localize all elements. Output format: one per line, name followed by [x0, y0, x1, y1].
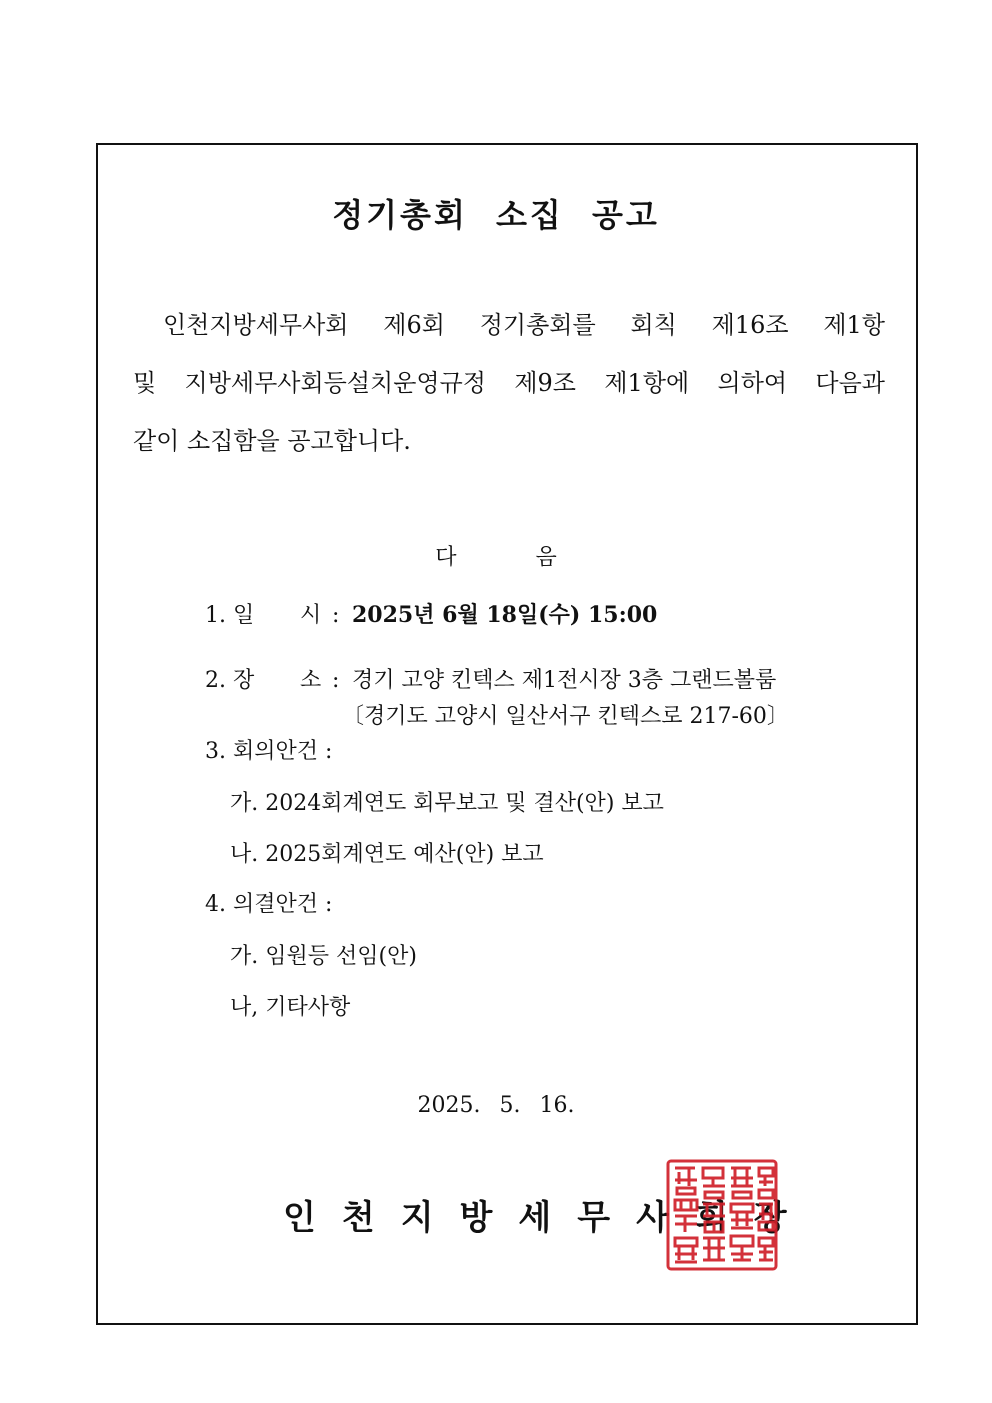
item-1-sep: : [332, 603, 340, 628]
item-3-sub-a: 가. 2024회계연도 회무보고 및 결산(안) 보고 [230, 791, 664, 816]
item-3-label: 3. 회의안건 [205, 739, 318, 764]
intro-line-2: 및 지방세무사회등설치운영규정 제9조 제1항에 의하여 다음과 [133, 369, 885, 397]
item-4-sep: : [325, 892, 333, 917]
document-date: 2025. 5. 16. [417, 1093, 575, 1118]
item-2-label-2: 소 [300, 668, 322, 693]
item-1-label: 1. 일 [205, 603, 255, 628]
intro-line-3: 같이 소집함을 공고합니다. [133, 427, 411, 455]
document-title: 정기총회 소집 공고 [332, 196, 660, 234]
item-4 [205, 887, 332, 918]
item-4-label: 4. 의결안건 [205, 892, 318, 917]
item-2-label: 2. 장 [205, 668, 255, 693]
item-2-address: 〔경기도 고양시 일산서구 킨텍스로 217-60〕 [342, 704, 789, 729]
item-2-value: 경기 고양 킨텍스 제1전시장 3층 그랜드볼룸 [352, 668, 777, 693]
item-3 [205, 734, 332, 765]
intro-line-1: 인천지방세무사회 제6회 정기총회를 회칙 제16조 제1항 [163, 311, 885, 339]
signer-name: 인천지방세무사회장 [283, 1198, 813, 1238]
item-2-sep: : [332, 668, 340, 693]
item-1 [205, 598, 657, 629]
section-heading: 다 음 [435, 545, 593, 570]
item-1-label-2: 시 [300, 603, 322, 628]
item-3-sep: : [325, 739, 333, 764]
official-seal-stamp [665, 1158, 779, 1272]
item-4-sub-b: 나, 기타사항 [230, 995, 351, 1020]
item-3-sub-b: 나. 2025회계연도 예산(안) 보고 [230, 842, 544, 867]
item-2 [205, 663, 776, 694]
item-4-sub-a: 가. 임원등 선임(안) [230, 944, 417, 969]
item-1-value: 2025년 6월 18일(수) 15:00 [352, 602, 658, 628]
